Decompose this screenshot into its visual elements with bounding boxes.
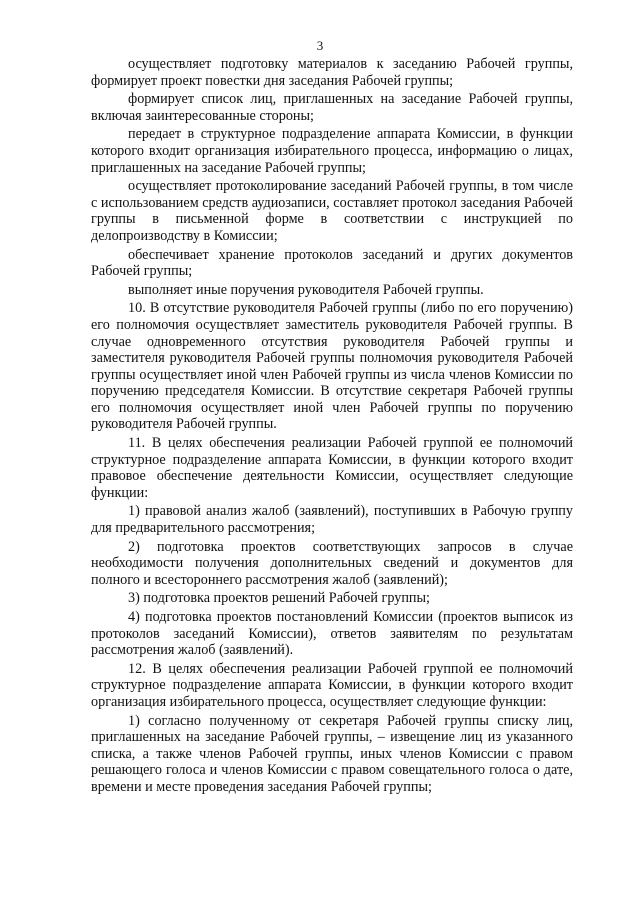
paragraph-other-orders: выполняет иные поручения руководителя Рабочей группы. (128, 281, 484, 298)
paragraph-preparation: осуществляет подготовку материалов к заседанию Рабочей группы, формирует проект повестки дня заседания Рабочей группы; (91, 56, 573, 89)
paragraph-clause-10: 10. В отсутствие руководителя Рабочей группы (либо по его поручению) его полномочия осуществляет заместитель руководителя Рабочей группы. В случае одновременного отсутствия руководителя Рабочей группы и заместителя руководителя Рабочей группы полномочия руководителя Рабочей группы осуществляет иной член Рабочей группы из числа членов Комиссии по поручению председателя Комиссии. В отсутствие секретаря Рабочей группы его полномочия осуществляет иной член Рабочей группы по поручению руководителя Рабочей группы. (91, 300, 573, 433)
document-body (91, 56, 573, 798)
list-item-11-4: 4) подготовка проектов постановлений Комиссии (проектов выписок из протоколов заседаний Комиссии), ответов заявителям по результатам рассмотрения жалоб (заявлений). (91, 609, 573, 659)
paragraph-storage: обеспечивает хранение протоколов заседаний и других документов Рабочей группы; (91, 246, 573, 280)
paragraph-clause-11: 11. В целях обеспечения реализации Рабочей группой ее полномочий структурное подразделение аппарата Комиссии, в функции которого входит правовое обеспечение деятельности Комиссии, осуществляет следующие функции: (91, 435, 573, 501)
list-item-11-2: 2) подготовка проектов соответствующих запросов в случае необходимости получения дополнительных сведений и документов для полного и всестороннего рассмотрения жалоб (заявлений); (91, 538, 573, 588)
list-item-11-1: 1) правовой анализ жалоб (заявлений), поступивших в Рабочую группу для предварительного рассмотрения; (91, 503, 573, 537)
paragraph-clause-12: 12. В целях обеспечения реализации Рабочей группой ее полномочий структурное подразделение аппарата Комиссии, в функции которого входит организация избирательного процесса, осуществляет следующие функции: (91, 660, 573, 710)
list-item-12-1: 1) согласно полученному от секретаря Рабочей группы списку лиц, приглашенных на заседание Рабочей группы, – извещение лиц из указанного списка, а также членов Рабочей группы, иных членов Комиссии с правом решающего голоса и членов Комиссии с правом совещательного голоса о дате, времени и месте проведения заседания Рабочей группы; (91, 712, 573, 795)
list-item-11-3: 3) подготовка проектов решений Рабочей группы; (128, 590, 430, 607)
paragraph-transfer-info: передает в структурное подразделение аппарата Комиссии, в функции которого входит организация избирательного процесса, информацию о лицах, приглашенных на заседание Рабочей группы; (91, 126, 573, 176)
paragraph-minutes: осуществляет протоколирование заседаний Рабочей группы, в том числе с использованием средств аудиозаписи, составляет протокол заседания Рабочей группы в письменной форме в соответствии с инструкцией по делопроизводству в Комиссии; (91, 178, 573, 244)
page-number: 3 (316, 38, 324, 53)
paragraph-invitees-list: формирует список лиц, приглашенных на заседание Рабочей группы, включая заинтересованные стороны; (91, 91, 573, 124)
